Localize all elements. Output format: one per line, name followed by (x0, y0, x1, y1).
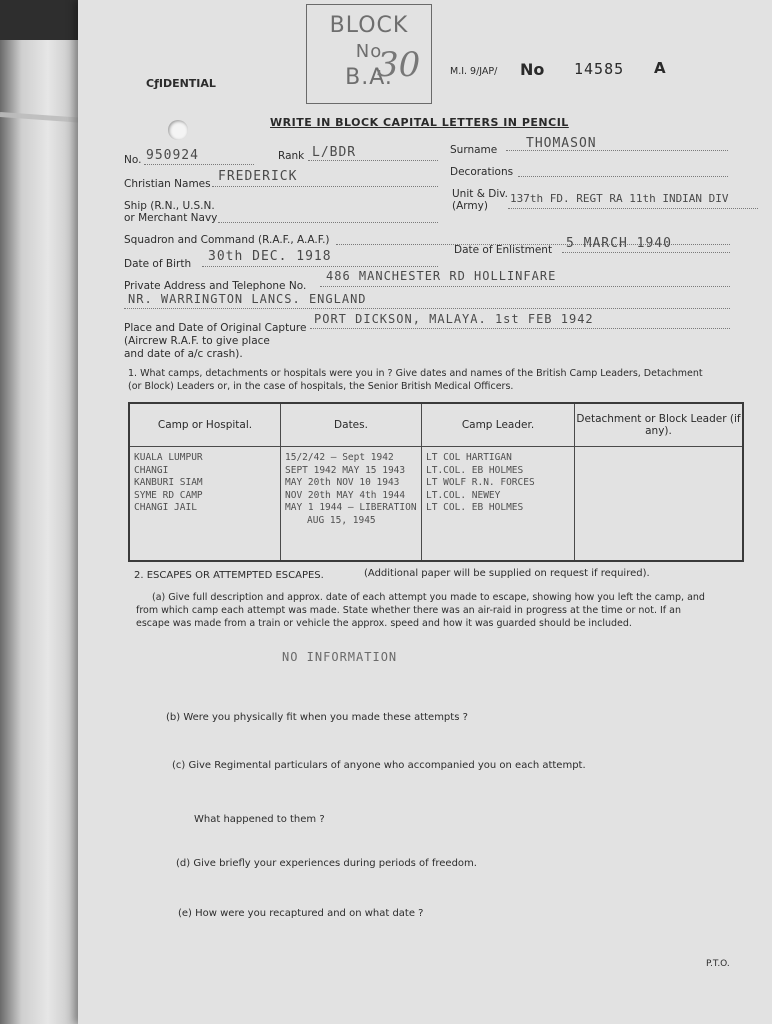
pto-label: P.T.O. (706, 959, 730, 969)
header-camp-or-hospital: Camp or Hospital. (129, 403, 281, 447)
question-2c-sub: What happened to them ? (194, 814, 325, 825)
unit-label-line-1: Unit & Div. (452, 188, 508, 200)
pow-questionnaire-page (78, 0, 772, 1024)
leader-entry: LT COL HARTIGAN (426, 452, 512, 463)
question-1-line-1: 1. What camps, detachments or hospitals were you in ? Give dates and names of the British Camp Leaders, Detachment (128, 368, 703, 379)
camp-entry: SYME RD CAMP (134, 489, 203, 501)
capture-label-line-1: Place and Date of Original Capture (124, 322, 307, 334)
escape-answer: NO INFORMATION (282, 650, 398, 664)
unit-value: 137th FD. REGT RA 11th INDIAN DIV (510, 192, 729, 205)
question-1-line-2: (or Block) Leaders or, in the case of hospitals, the Senior British Medical Officers. (128, 381, 514, 392)
date-entry: MAY 20th NOV 10 1943 (285, 477, 400, 488)
christian-names-value: FREDERICK (218, 169, 298, 184)
surname-label: Surname (450, 144, 498, 156)
header-detachment-leader: Detachment or Block Leader (if any). (575, 403, 744, 447)
ship-label-line-1: Ship (R.N., U.S.N. (124, 200, 215, 212)
leader-entry: LT COL. EB HOLMES (426, 502, 524, 513)
block-number-handwritten: 30 (377, 45, 421, 85)
unit-label-line-2: (Army) (452, 200, 488, 212)
leader-entry: LT.COL. NEWEY (426, 489, 501, 501)
leader-entry: LT WOLF R.N. FORCES (426, 477, 535, 488)
ship-label-line-2: or Merchant Navy (124, 212, 218, 224)
camps-column (129, 447, 281, 562)
camps-table (128, 402, 744, 562)
address-line-1: 486 MANCHESTER RD HOLLINFARE (326, 269, 557, 283)
dob-label: Date of Birth (124, 258, 192, 270)
address-label: Private Address and Telephone No. (124, 280, 307, 292)
surname-value: THOMASON (526, 136, 597, 151)
question-2a-line-3: escape was made from a train or vehicle the approx. speed and how it was guarded should be included. (136, 618, 632, 629)
form-instruction-title: WRITE IN BLOCK CAPITAL LETTERS IN PENCIL (270, 116, 569, 129)
question-2c: (c) Give Regimental particulars of anyone who accompanied you on each attempt. (172, 760, 586, 771)
rank-label: Rank (278, 150, 305, 162)
question-2a-line-1: (a) Give full description and approx. date of each attempt you made to escape, showing how you left the camp, and (152, 592, 705, 603)
question-2a-line-2: from which camp each attempt was made. State whether there was an air-raid in progress at the time or not. If an (136, 605, 682, 616)
serial-suffix: A (654, 59, 666, 77)
capture-label-line-2: (Aircrew R.A.F. to give place (124, 335, 270, 347)
date-entry: SEPT 1942 MAY 15 1943 (285, 464, 406, 476)
question-2d: (d) Give briefly your experiences during periods of freedom. (176, 858, 477, 869)
enlistment-value: 5 MARCH 1940 (566, 236, 672, 251)
leader-entry: LT.COL. EB HOLMES (426, 464, 524, 476)
header-dates: Dates. (281, 403, 422, 447)
block-stamp-line-1: BLOCK (329, 13, 409, 38)
punch-hole (168, 120, 188, 140)
decorations-label: Decorations (450, 166, 514, 178)
form-reference: M.I. 9/JAP/ (450, 66, 498, 77)
rank-value: L/BDR (312, 145, 357, 160)
date-entry: MAY 1 1944 — LIBERATION (285, 502, 417, 513)
squadron-label: Squadron and Command (R.A.F., A.A.F.) (124, 234, 330, 246)
detachment-column (575, 447, 744, 562)
christian-names-label: Christian Names (124, 178, 211, 190)
confidential-label: CƒIDENTIAL (146, 77, 216, 90)
block-stamp-line-3: B.A. (345, 65, 393, 90)
block-stamp (306, 4, 432, 104)
block-stamp-line-2: No (355, 41, 383, 62)
camp-entry: KANBURI SIAM (134, 477, 203, 488)
enlistment-label: Date of Enlistment (454, 244, 553, 256)
capture-label-line-3: and date of a/c crash). (124, 348, 243, 360)
date-entry: 15/2/42 — Sept 1942 (285, 452, 394, 463)
question-2b: (b) Were you physically fit when you made these attempts ? (166, 712, 468, 723)
camp-entry: KUALA LUMPUR (134, 452, 203, 463)
service-no-value: 950924 (146, 148, 199, 163)
capture-value: PORT DICKSON, MALAYA. 1st FEB 1942 (314, 312, 594, 326)
camp-entry: CHANGI JAIL (134, 502, 197, 513)
serial-number: 14585 (574, 60, 625, 78)
date-entry: AUG 15, 1945 (307, 514, 376, 526)
question-2e: (e) How were you recaptured and on what date ? (178, 908, 424, 919)
camp-entry: CHANGI (134, 464, 169, 476)
date-entry: NOV 20th MAY 4th 1944 (285, 489, 406, 501)
service-no-label: No. (124, 154, 142, 166)
leaders-column (422, 447, 575, 562)
question-2-note: (Additional paper will be supplied on request if required). (364, 568, 650, 579)
serial-no-label: No (520, 60, 545, 79)
address-line-2: NR. WARRINGTON LANCS. ENGLAND (128, 292, 367, 306)
dates-column (281, 447, 422, 562)
header-camp-leader: Camp Leader. (422, 403, 575, 447)
dob-value: 30th DEC. 1918 (208, 249, 332, 264)
question-2-heading: 2. ESCAPES OR ATTEMPTED ESCAPES. (134, 570, 324, 581)
